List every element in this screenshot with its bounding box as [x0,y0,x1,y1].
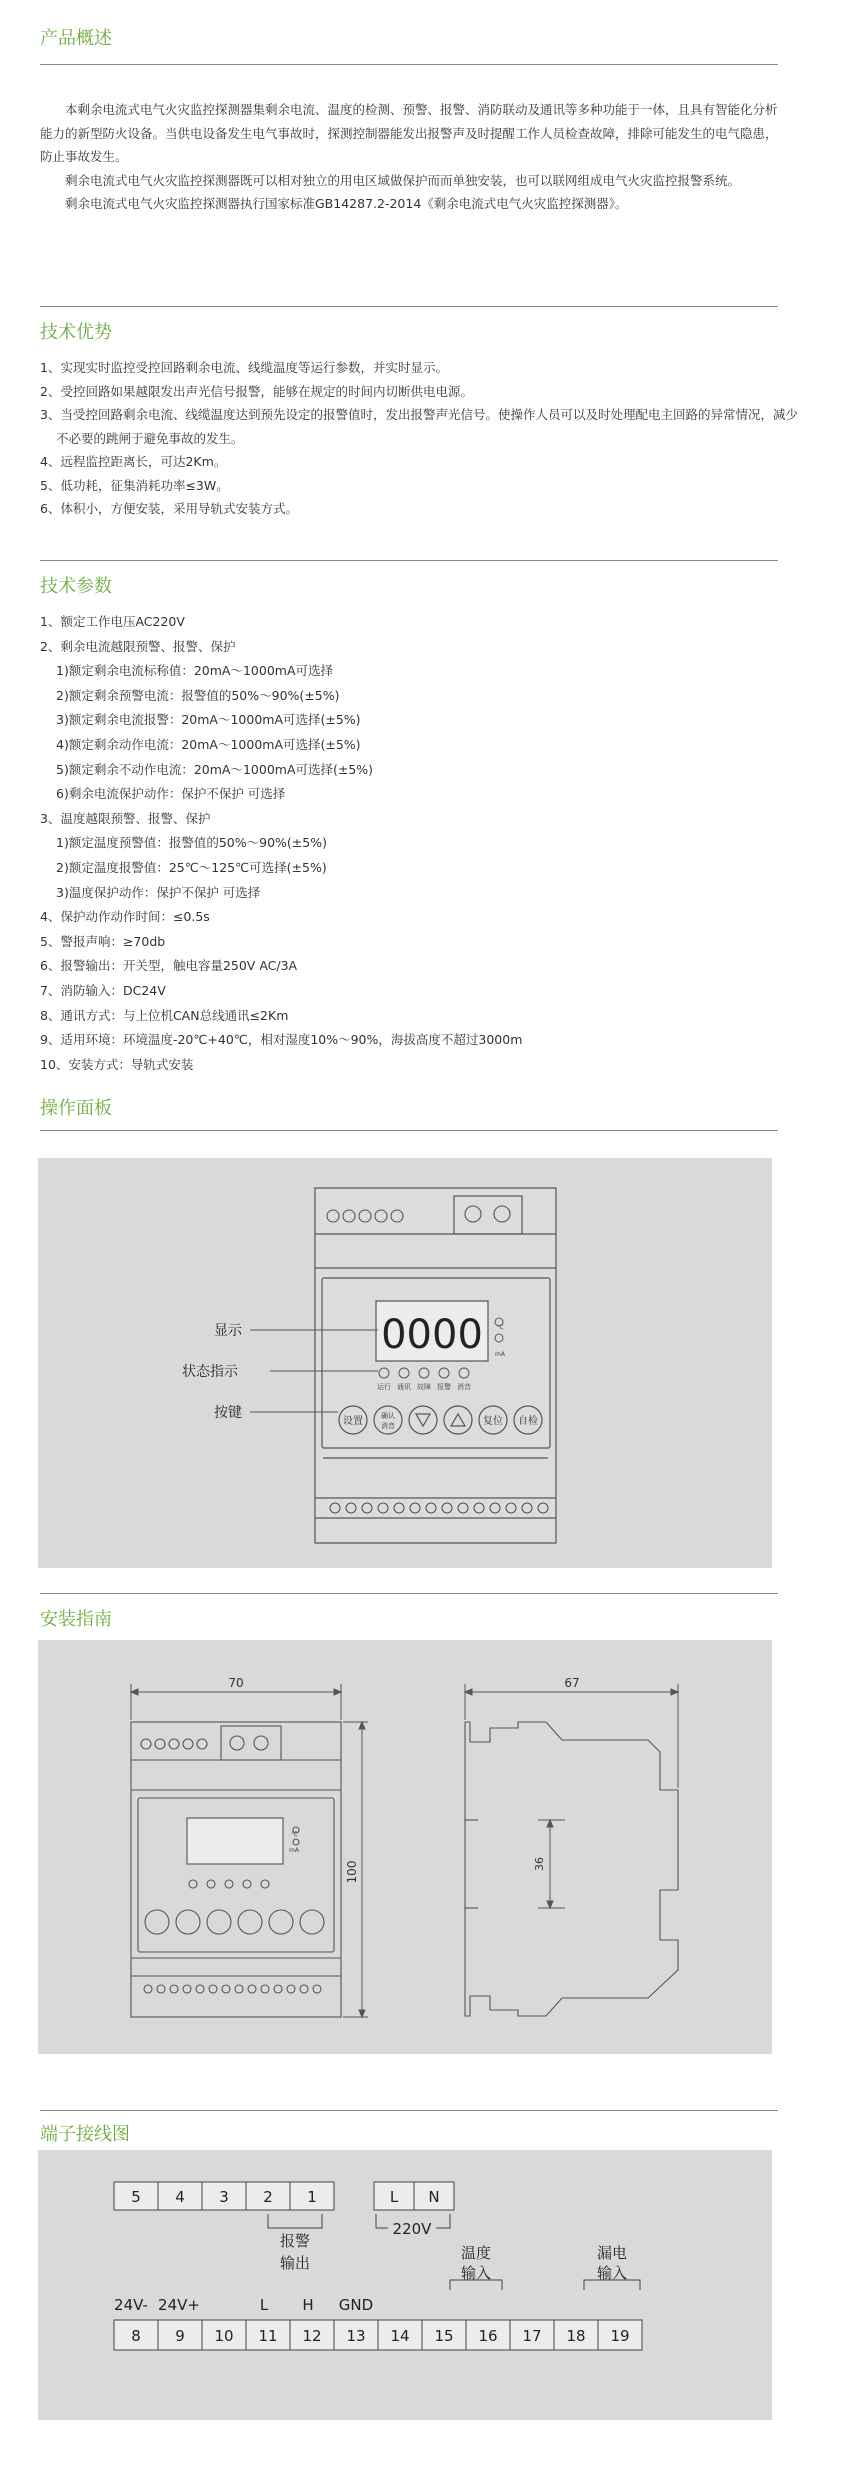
terminal-number: 3 [219,2188,229,2206]
list-item: 2、受控回路如果越限发出声光信号报警，能够在规定的时间内切断供电电源。 [40,383,473,399]
alarm-output-label: 输出 [279,2254,311,2272]
list-item: 7、消防输入：DC24V [40,982,166,998]
button-label: 自检 [518,1416,538,1427]
list-item: 6、体积小，方便安装，采用导轨式安装方式。 [40,501,298,516]
terminal-number: 18 [566,2327,586,2345]
terminal-function-label: L [259,2296,269,2314]
overview-paragraph: 本剩余电流式电气火灾监控探测器集剩余电流、温度的检测、预警、报警、消防联动及通讯等多种功能于一体，且具有智能化分析能力的新型防火设备。当供电设备发生电气事故时，探测控制器能发出报警声及时提醒工作人员检查故障，排除可能发生的电气隐患，防止事故发生。 [40,102,778,164]
install-figure [38,1640,772,2054]
list-item: 8、通讯方式：与上位机CAN总线通讯≤2Km [40,1007,289,1023]
display-value: 0000 [381,1312,483,1358]
unit-label: mA [289,1847,299,1854]
list-item: 3、当受控回路剩余电流、线缆温度达到预先设定的报警值时，发出报警声光信号。使操作人员可以及时处理配电主回路的异常情况，减少不必要的跳闸于避免事故的发生。 [40,407,798,446]
terminal-function-label: 24V- [114,2296,148,2314]
callout-label: 状态指示 [182,1364,238,1380]
list-item: 1)额定剩余电流标称值：20mA～1000mA可选择 [56,663,334,679]
overview-text [40,98,785,216]
alarm-output-label: 报警 [279,2232,311,2250]
list-item: 4、保护动作动作时间：≤0.5s [40,909,210,925]
terminal-number: 8 [131,2327,141,2345]
list-item: 6、报警输出：开关型，触电容量250V AC/3A [40,958,298,974]
overview-paragraph: 剩余电流式电气火灾监控探测器既可以相对独立的用电区域做保护而而单独安装，也可以联网组成电气火灾监控报警系统。 [65,172,741,188]
leakage-input-label: 输入 [596,2264,628,2282]
list-item: 6)剩余电流保护动作：保护不保护 可选择 [56,786,286,802]
terminal-function-label: 24V+ [158,2296,200,2314]
indicator-label: 报警 [437,1383,451,1391]
list-item: 1、实现实时监控受控回路剩余电流、线缆温度等运行参数，并实时显示。 [40,360,448,375]
list-item: 5)额定剩余不动作电流：20mA～1000mA可选择(±5%) [56,761,374,777]
divider [40,64,778,65]
indicator-label: 故障 [417,1383,431,1391]
divider [40,560,778,561]
params-list [40,610,800,1077]
button-label: 设置 [343,1416,363,1427]
temperature-input-label: 温度 [460,2244,492,2262]
unit-label: mA [495,1351,505,1358]
overview-paragraph: 剩余电流式电气火灾监控探测器执行国家标准GB14287.2-2014《剩余电流式电气火灾监控探测器》。 [65,196,628,211]
power-label: 220V [392,2220,432,2238]
dimension-rail: 36 [533,1857,546,1871]
panel-figure [38,1158,772,1568]
device-front-drawing [38,1158,772,1568]
button-label: 消音 [381,1422,395,1430]
terminal-function-label: H [302,2296,314,2314]
temperature-input-label: 输入 [460,2264,492,2282]
terminal-number: 2 [263,2188,273,2206]
terminal-label: L [389,2188,399,2206]
list-item: 2、剩余电流越限预警、报警、保护 [40,638,236,654]
terminal-number: 13 [346,2327,366,2345]
list-item: 10、安装方式：导轨式安装 [40,1056,194,1072]
terminal-number: 10 [214,2327,234,2345]
divider [40,306,778,307]
indicator-label: 运行 [377,1383,391,1391]
terminal-number: 17 [522,2327,542,2345]
divider [40,1593,778,1594]
wiring-figure [38,2150,772,2420]
divider [40,1130,778,1131]
button-label: 复位 [483,1416,503,1427]
terminal-number: 12 [302,2327,322,2345]
list-item: 5、警报声响：≥70db [40,933,166,949]
list-item: 9、适用环境：环境温度-20℃+40℃，相对湿度10%～90%，海拔高度不超过3000m [40,1032,523,1048]
install-dimension-drawing [38,1640,772,2054]
unit-label: ℃ [291,1831,298,1838]
terminal-number: 14 [390,2327,410,2345]
divider [40,2110,778,2111]
list-item: 1、额定工作电压AC220V [40,614,185,629]
dimension-depth: 67 [564,1676,580,1690]
terminal-number: 4 [175,2188,185,2206]
terminal-number: 19 [610,2327,630,2345]
terminal-number: 11 [258,2327,278,2345]
terminal-number: 5 [131,2188,141,2206]
section-title-params: 技术参数 [40,576,112,597]
indicator-label: 通讯 [397,1383,411,1391]
list-item: 1)额定温度预警值：报警值的50%～90%(±5%) [56,835,327,851]
callout-label: 按键 [214,1405,242,1421]
terminal-label: N [428,2188,440,2206]
unit-label: ℃ [497,1324,504,1331]
leakage-input-label: 漏电 [596,2244,628,2262]
dimension-height: 100 [345,1860,359,1884]
list-item: 2)额定剩余预警电流：报警值的50%～90%(±5%) [56,687,340,703]
terminal-number: 9 [175,2327,185,2345]
section-title-panel: 操作面板 [40,1098,112,1119]
list-item: 3、温度越限预警、报警、保护 [40,810,211,826]
indicator-label: 消音 [457,1383,471,1391]
list-item: 3)温度保护动作：保护不保护 可选择 [56,884,261,900]
list-item: 3)额定剩余电流报警：20mA～1000mA可选择(±5%) [56,712,361,728]
advantages-list [40,356,800,521]
terminal-wiring-diagram [38,2150,772,2420]
terminal-number: 16 [478,2327,498,2345]
terminal-number: 15 [434,2327,454,2345]
button-label: 确认 [381,1412,395,1420]
callout-label: 显示 [214,1323,242,1339]
section-title-wiring: 端子接线图 [40,2124,130,2145]
section-title-install: 安装指南 [40,1609,112,1630]
terminal-number: 1 [307,2188,317,2206]
list-item: 4、远程监控距离长，可达2Km。 [40,454,227,469]
list-item: 5、低功耗，征集消耗功率≤3W。 [40,477,229,493]
terminal-function-label: GND [338,2296,374,2314]
list-item: 2)额定温度报警值：25℃～125℃可选择(±5%) [56,859,327,875]
list-item: 4)额定剩余动作电流：20mA～1000mA可选择(±5%) [56,736,361,752]
section-title-advantages: 技术优势 [40,322,112,343]
dimension-width: 70 [228,1676,244,1690]
section-title-overview: 产品概述 [40,28,112,49]
